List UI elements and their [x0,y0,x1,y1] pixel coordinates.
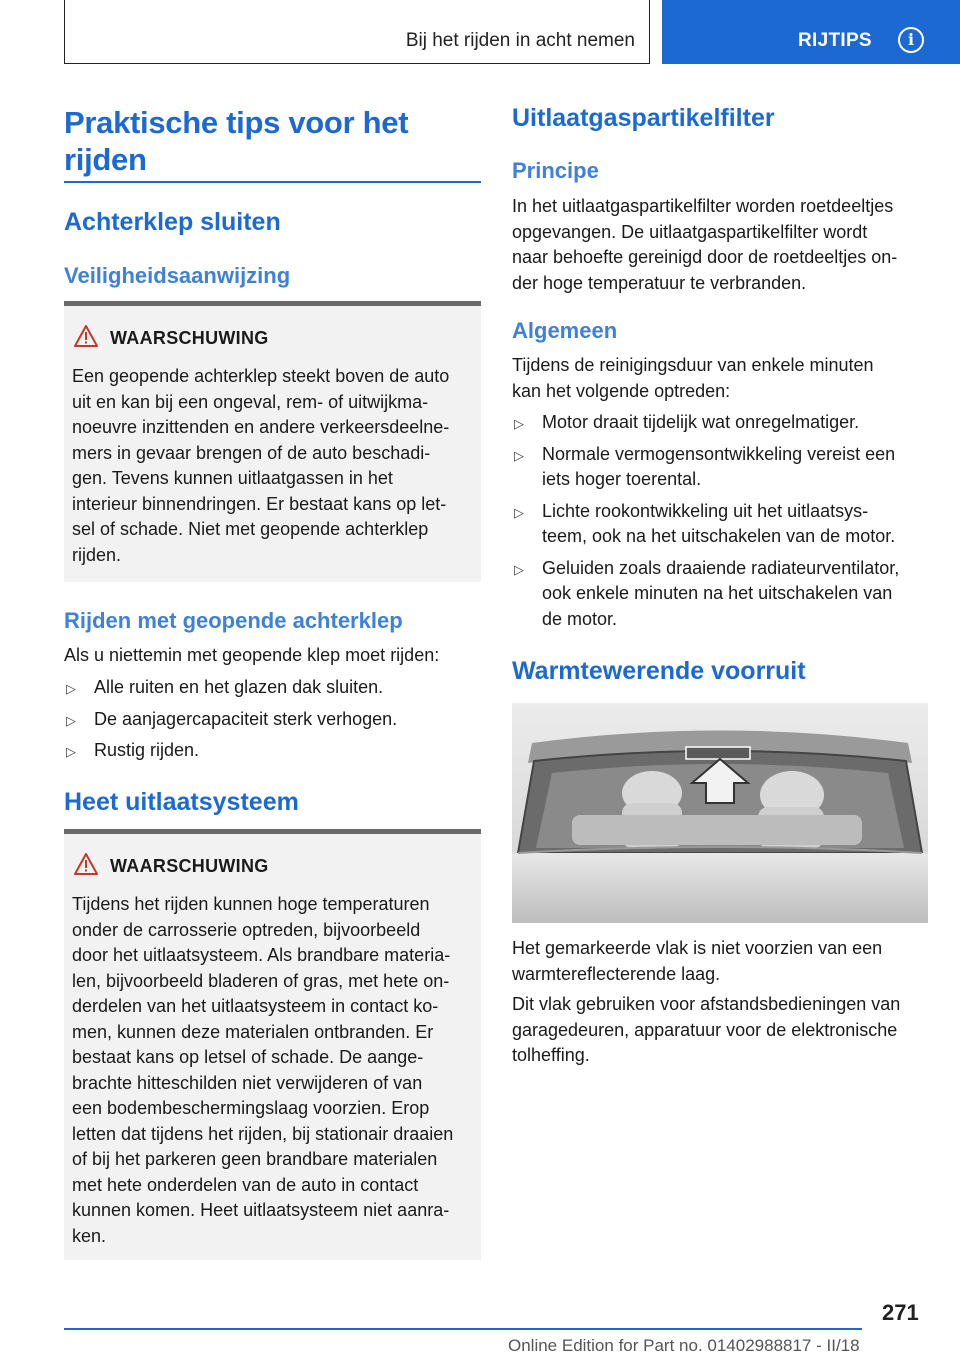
bullet-triangle-icon: ▷ [514,416,524,431]
page-number: 271 [882,1300,919,1325]
list-item: ▷ Lichte rookontwikkeling uit het uitlaatsys- teem, ook na het uitschakelen van de motor. [514,500,896,546]
title-rule [64,181,481,183]
warning-box [64,301,481,582]
open-tailgate-list [64,675,481,770]
list-item: ▷ Normale vermogensontwikkeling vereist een iets hoger toerental. [514,443,896,489]
bullet-triangle-icon: ▷ [66,681,76,696]
warning-text: Tijdens het rijden kunnen hoge temperaturen onder de carrosserie optreden, bijvoorbeeld door het uitlaatsysteem. Als brandbare materia- len, bijvoorbeeld bladeren of gras, met hete on- derdelen van het uitlaatsysteem in contact ko- men, kunnen deze materialen ontbranden. Er bestaat kans op letsel of schade. De aange- brachte hitteschilden niet verwijderen of van een bodembeschermingslaag voorzien. Erop letten dat tijdens het rijden, bij stationair draaien of bij het parkeren geen brandbare materialen met hete onderdelen van de auto in contact kunnen komen. Heet uitlaatsysteem niet aanra- ken. [72,894,454,1246]
warning-box [64,829,481,1260]
bullet-triangle-icon: ▷ [66,712,76,728]
warning-text: Een geopende achterklep steekt boven de auto uit en kan bij een ongeval, rem- of uitwijkma- noeuvre inzittenden en andere verkeersdeelne- mers in gevaar brengen of de auto beschadi- gen. Tevens kunnen uitlaatgassen in het interieur binnendringen. Er bestaat kans op let- sel of schade. Niet met geopende achterklep rijden. [72,366,450,565]
footer-edition: Online Edition for Part no. 01402988817 - II/18 [508,1336,860,1355]
windshield-text-2: Dit vlak gebruiken voor afstandsbedieningen van garagedeuren, apparatuur voor de elektronische tolheffing. [512,994,901,1065]
bullet-triangle-icon: ▷ [514,561,524,577]
bullet-triangle-icon: ▷ [66,744,76,759]
info-icon[interactable]: i [898,27,924,53]
general-list [512,410,928,638]
tailgate-heading: Achterklep sluiten [64,208,281,236]
open-tailgate-heading: Rijden met geopende achterklep [64,608,403,633]
car-interior-illustration [512,703,928,923]
list-item: ▷ Geluiden zoals draaiende radiateurventilator, ook enkele minuten na het uitschakelen van de motor. [514,557,900,629]
warning-title: WAARSCHUWING [110,856,269,876]
list-item: ▷ De aanjagercapaciteit sterk verhogen. [64,707,481,733]
general-text: Tijdens de reinigingsduur van enkele minuten kan het volgende optreden: [512,355,874,401]
list-item: ▷ Alle ruiten en het glazen dak sluiten. [64,675,481,701]
bullet-triangle-icon: ▷ [514,447,524,463]
open-tailgate-intro: Als u niettemin met geopende klep moet rijden: [64,645,440,665]
principle-text: In het uitlaatgaspartikelfilter worden roetdeeltjes opgevangen. De uitlaatgaspartikelfilter wordt naar behoefte gereinigd door de roetdeeltjes on- der hoge temperatuur te verbranden. [512,196,898,293]
footer-rule [64,1328,862,1330]
header-section: RIJTIPS [798,30,872,51]
exhaust-heading: Heet uitlaatsysteem [64,788,299,816]
warning-triangle-icon [74,853,98,875]
page-title: Praktische tips voor het rijden [64,105,409,177]
filter-heading: Uitlaatgaspartikelfilter [512,104,775,132]
windshield-text-1: Het gemarkeerde vlak is niet voorzien van een warmtereflecterende laag. [512,938,883,984]
safety-heading: Veiligheidsaanwijzing [64,263,291,288]
list-item: ▷ Rustig rijden. [64,738,481,764]
bullet-triangle-icon: ▷ [514,504,524,520]
warning-title: WAARSCHUWING [110,328,269,348]
list-item: ▷ Motor draait tijdelijk wat onregelmatiger. [512,410,928,436]
header-chapter: Bij het rijden in acht nemen [405,30,635,51]
principle-heading: Principe [512,158,599,183]
windshield-photo [512,703,928,923]
header-section-tab[interactable] [662,0,960,64]
warning-triangle-icon [74,325,98,347]
windshield-heading: Warmtewerende voorruit [512,657,806,685]
general-heading: Algemeen [512,318,618,343]
header-chapter-box [64,0,650,64]
